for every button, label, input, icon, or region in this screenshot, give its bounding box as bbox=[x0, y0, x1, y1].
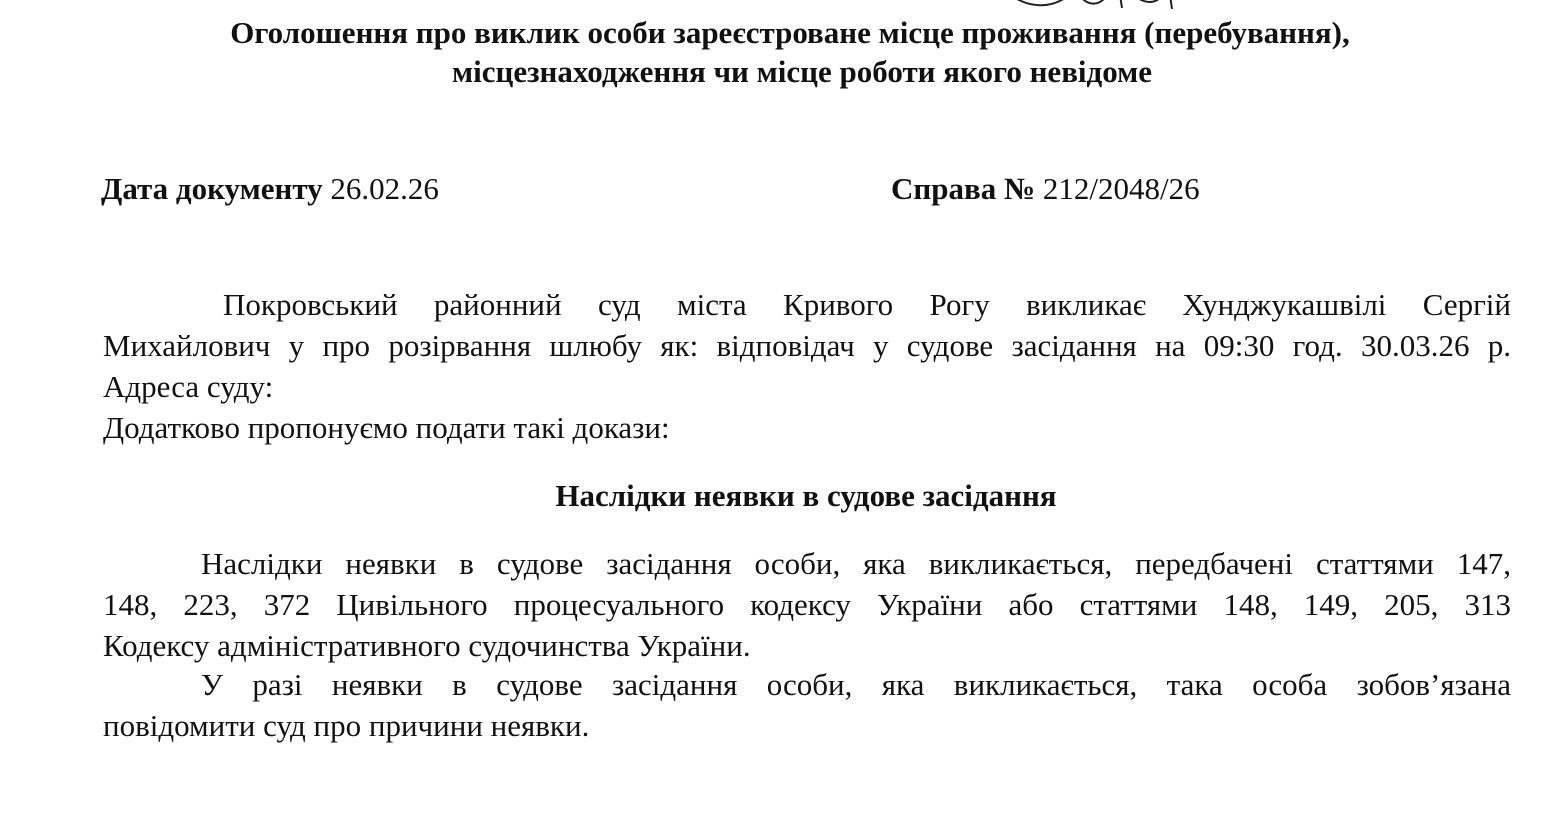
case-number-value: 212/2048/26 bbox=[1042, 171, 1200, 206]
document-date-label: Дата документу bbox=[101, 171, 323, 206]
consequences-p1-line-3: Кодексу адміністративного судочинства України. bbox=[103, 628, 751, 663]
document-date-value: 26.02.26 bbox=[330, 171, 439, 206]
case-number-label: Справа № bbox=[891, 171, 1036, 206]
consequences-p2-line-1: У разі неявки в судове засідання особи, яка викликається, така особа зобов’язана bbox=[201, 667, 1511, 702]
document-date bbox=[101, 170, 439, 208]
summons-line-1: Покровський районний суд міста Кривого Рогу викликає Хунджукашвілі Сергій bbox=[223, 287, 1511, 322]
consequences-heading: Наслідки неявки в судове засідання bbox=[555, 478, 1057, 513]
consequences-p1-line-2: 148, 223, 372 Цивільного процесуального кодексу України або статтями 148, 149, 205, 313 bbox=[103, 587, 1511, 622]
summons-paragraph bbox=[103, 284, 1511, 448]
evidence-proposal-text: Додатково пропонуємо подати такі докази: bbox=[103, 410, 670, 445]
summons-line-2: Михайлович у про розірвання шлюбу як: відповідач у судове засідання на 09:30 год. 30.03.26 р. bbox=[103, 328, 1511, 363]
consequences-p1-line-1: Наслідки неявки в судове засідання особи, яка викликається, передбачені статтями 147, bbox=[201, 546, 1511, 581]
consequences-p2-line-2: повідомити суд про причини неявки. bbox=[103, 708, 590, 743]
court-address-label: Адреса суду: bbox=[103, 369, 274, 404]
consequences-paragraph-2 bbox=[103, 664, 1511, 746]
consequences-paragraph-1 bbox=[103, 543, 1511, 666]
signature-scribble-mark bbox=[1010, 0, 1180, 10]
case-number bbox=[891, 170, 1200, 208]
document-title-line-2: місцезнаходження чи місце роботи якого невідоме bbox=[451, 54, 1153, 89]
document-title-line-1: Оголошення про виклик особи зареєстроване місце проживання (перебування), bbox=[230, 15, 1350, 50]
